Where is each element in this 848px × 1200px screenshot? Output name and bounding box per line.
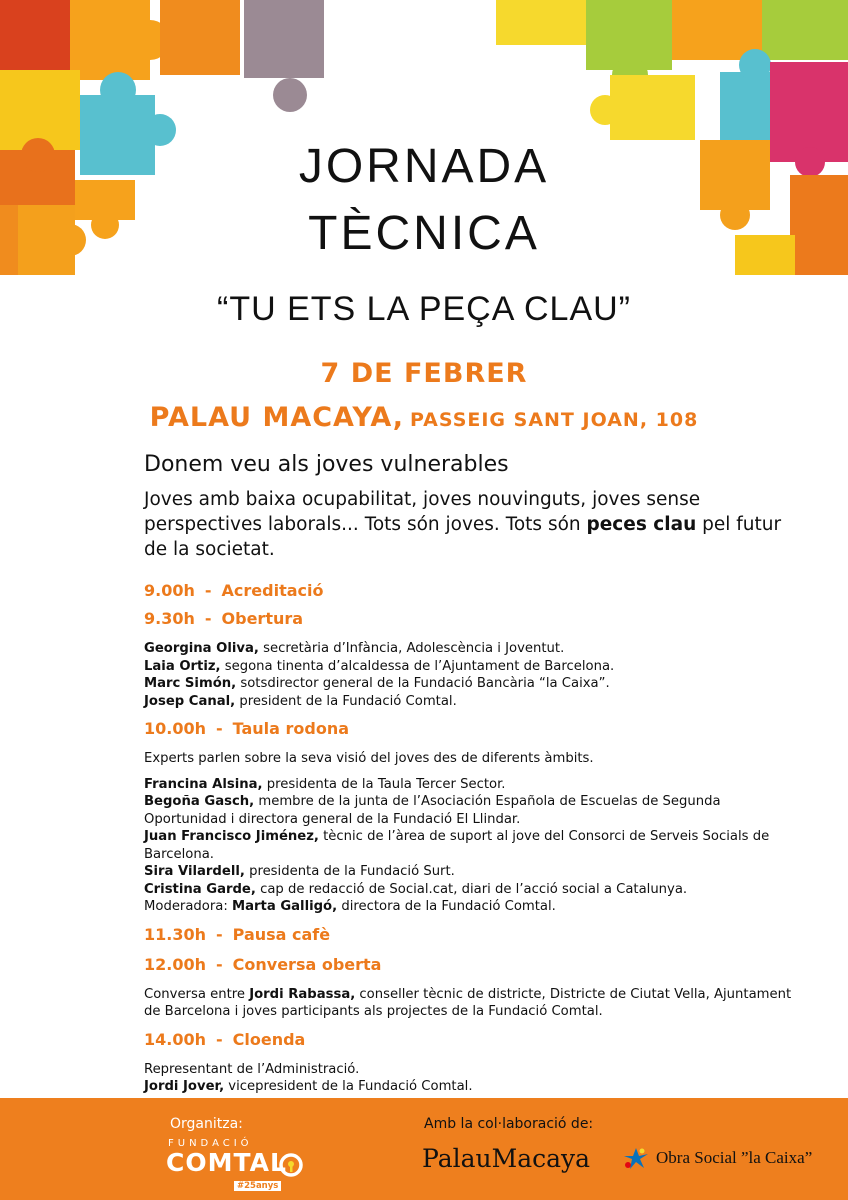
intro-text-part: pel futur de la societat. bbox=[144, 514, 782, 560]
schedule-time: 14.00h bbox=[144, 1029, 206, 1049]
schedule-time: 9.30h bbox=[144, 609, 195, 628]
event-venue bbox=[0, 402, 848, 433]
speaker-role: sotsdirector general de la Fundació Bancària “la Caixa”. bbox=[236, 676, 610, 691]
moderator-role: directora de la Fundació Comtal. bbox=[337, 899, 556, 914]
comtal-badge: #25anys bbox=[234, 1181, 281, 1191]
schedule-dash: - bbox=[204, 581, 212, 600]
taula-rodona-details bbox=[144, 750, 804, 916]
schedule-item-pausa-cafe bbox=[144, 924, 804, 946]
speaker-role: segona tinenta d’alcaldessa de l’Ajuntament de Barcelona. bbox=[220, 658, 615, 674]
comtal-key-icon bbox=[278, 1152, 304, 1178]
speaker-line bbox=[144, 863, 804, 881]
speaker-role: cap de redacció de Social.cat, diari de l’acció social a Catalunya. bbox=[255, 881, 688, 897]
cloenda-line: Representant de l’Administració. bbox=[144, 1061, 360, 1077]
caixa-logo-text: Obra Social ”la Caixa” bbox=[656, 1148, 813, 1167]
speaker-name: Laia Ortiz, bbox=[144, 658, 221, 674]
conversa-text-part: conseller tècnic de districte, Districte de Ciutat Vella, Ajuntament de Barcelona i joves participants als projectes de la Fundació Comtal. bbox=[144, 986, 792, 1019]
speaker-role: president de la Fundació Comtal. bbox=[235, 693, 457, 709]
schedule-dash: - bbox=[216, 1029, 223, 1049]
schedule-time: 10.00h bbox=[144, 719, 206, 738]
schedule-title: Pausa cafè bbox=[232, 924, 331, 944]
schedule-item-conversa-oberta bbox=[144, 954, 804, 976]
conversa-text bbox=[144, 986, 804, 1021]
comtal-logo-top: FUNDACIÓ bbox=[168, 1138, 253, 1149]
speaker-line bbox=[144, 793, 804, 828]
speaker-name: Marc Simón, bbox=[144, 676, 237, 691]
schedule-time: 11.30h bbox=[144, 924, 206, 944]
footer-bar bbox=[0, 1098, 848, 1200]
speaker-line bbox=[144, 658, 804, 676]
moderator-line bbox=[144, 898, 804, 916]
intro-text bbox=[144, 487, 804, 562]
speaker-line bbox=[144, 693, 804, 711]
cloenda-details bbox=[144, 1061, 804, 1096]
schedule-title: Conversa oberta bbox=[232, 954, 382, 974]
speaker-line bbox=[144, 881, 804, 899]
venue-name: PALAU MACAYA, bbox=[149, 402, 404, 433]
conversa-text-part: Conversa entre bbox=[144, 986, 250, 1002]
event-subtitle: “TU ETS LA PEÇA CLAU” bbox=[217, 290, 631, 328]
speaker-line bbox=[144, 776, 804, 794]
speaker-name: Sira Vilardell, bbox=[144, 864, 245, 879]
moderator-name: Marta Galligó, bbox=[232, 899, 338, 914]
speaker-name: Jordi Jover, bbox=[144, 1079, 225, 1094]
schedule-title: Taula rodona bbox=[232, 719, 350, 738]
la-caixa-star-icon bbox=[622, 1146, 650, 1170]
schedule-dash: - bbox=[216, 954, 223, 974]
conversa-oberta-details bbox=[144, 986, 804, 1021]
schedule-item-acreditacio bbox=[144, 580, 804, 602]
title-line-1: JORNADA bbox=[298, 140, 550, 193]
comtal-logo-main: COMTAL bbox=[166, 1148, 287, 1177]
title-line-2: TÈCNICA bbox=[308, 207, 540, 260]
venue-address: PASSEIG SANT JOAN, 108 bbox=[409, 409, 699, 431]
intro-text-bold: peces clau bbox=[586, 514, 697, 535]
intro-lead: Donem veu als joves vulnerables bbox=[144, 452, 509, 477]
speaker-role: presidenta de la Fundació Surt. bbox=[244, 864, 455, 879]
event-date: 7 DE FEBRER bbox=[320, 358, 528, 389]
speaker-role: membre de la junta de l’Asociación Española de Escuelas de Segunda Oportunidad i directora general de la Fundació El Llindar. bbox=[144, 794, 721, 827]
moderator-prefix: Moderadora: bbox=[144, 899, 233, 914]
obra-social-la-caixa-logo bbox=[622, 1146, 812, 1170]
speaker-role: secretària d’Infància, Adolescència i Joventut. bbox=[258, 641, 565, 656]
schedule-title: Acreditació bbox=[221, 581, 324, 600]
schedule-dash: - bbox=[216, 719, 223, 738]
main-content bbox=[144, 452, 804, 1096]
speaker-name: Josep Canal, bbox=[144, 693, 236, 709]
speaker-line bbox=[144, 828, 804, 863]
speaker-role: tècnic de l’àrea de suport al jove del Consorci de Serveis Socials de Barcelona. bbox=[144, 829, 770, 862]
schedule-title: Cloenda bbox=[232, 1029, 306, 1049]
collaboration-label: Amb la col·laboració de: bbox=[424, 1116, 594, 1132]
speaker-line bbox=[144, 1078, 804, 1096]
speaker-name: Juan Francisco Jiménez, bbox=[144, 829, 319, 844]
speaker-role: vicepresident de la Fundació Comtal. bbox=[224, 1079, 473, 1094]
palau-macaya-logo: PalauMacaya bbox=[422, 1144, 591, 1173]
speaker-line bbox=[144, 675, 804, 693]
speaker-name: Cristina Garde, bbox=[144, 881, 256, 897]
schedule-time: 9.00h bbox=[144, 581, 195, 600]
speaker-role: presidenta de la Taula Tercer Sector. bbox=[262, 776, 506, 792]
speaker-name: Francina Alsina, bbox=[144, 776, 263, 792]
schedule-dash: - bbox=[204, 609, 212, 628]
conversa-speaker-name: Jordi Rabassa, bbox=[249, 986, 356, 1002]
schedule-item-obertura bbox=[144, 608, 804, 630]
speaker-name: Begoña Gasch, bbox=[144, 794, 255, 809]
taula-description: Experts parlen sobre la seva visió del joves des de diferents àmbits. bbox=[144, 751, 594, 766]
speaker-line bbox=[144, 640, 804, 658]
organizer-label: Organitza: bbox=[170, 1116, 243, 1132]
speaker-name: Georgina Oliva, bbox=[144, 641, 259, 656]
schedule-item-cloenda bbox=[144, 1029, 804, 1051]
schedule-dash: - bbox=[216, 924, 223, 944]
schedule-time: 12.00h bbox=[144, 954, 206, 974]
schedule-title: Obertura bbox=[221, 609, 304, 628]
intro-text-part: Joves amb baixa ocupabilitat, joves nouvinguts, joves sense perspectives laborals... Tots són joves. Tots són bbox=[144, 489, 701, 535]
obertura-speakers bbox=[144, 640, 804, 710]
schedule-item-taula-rodona bbox=[144, 718, 804, 740]
